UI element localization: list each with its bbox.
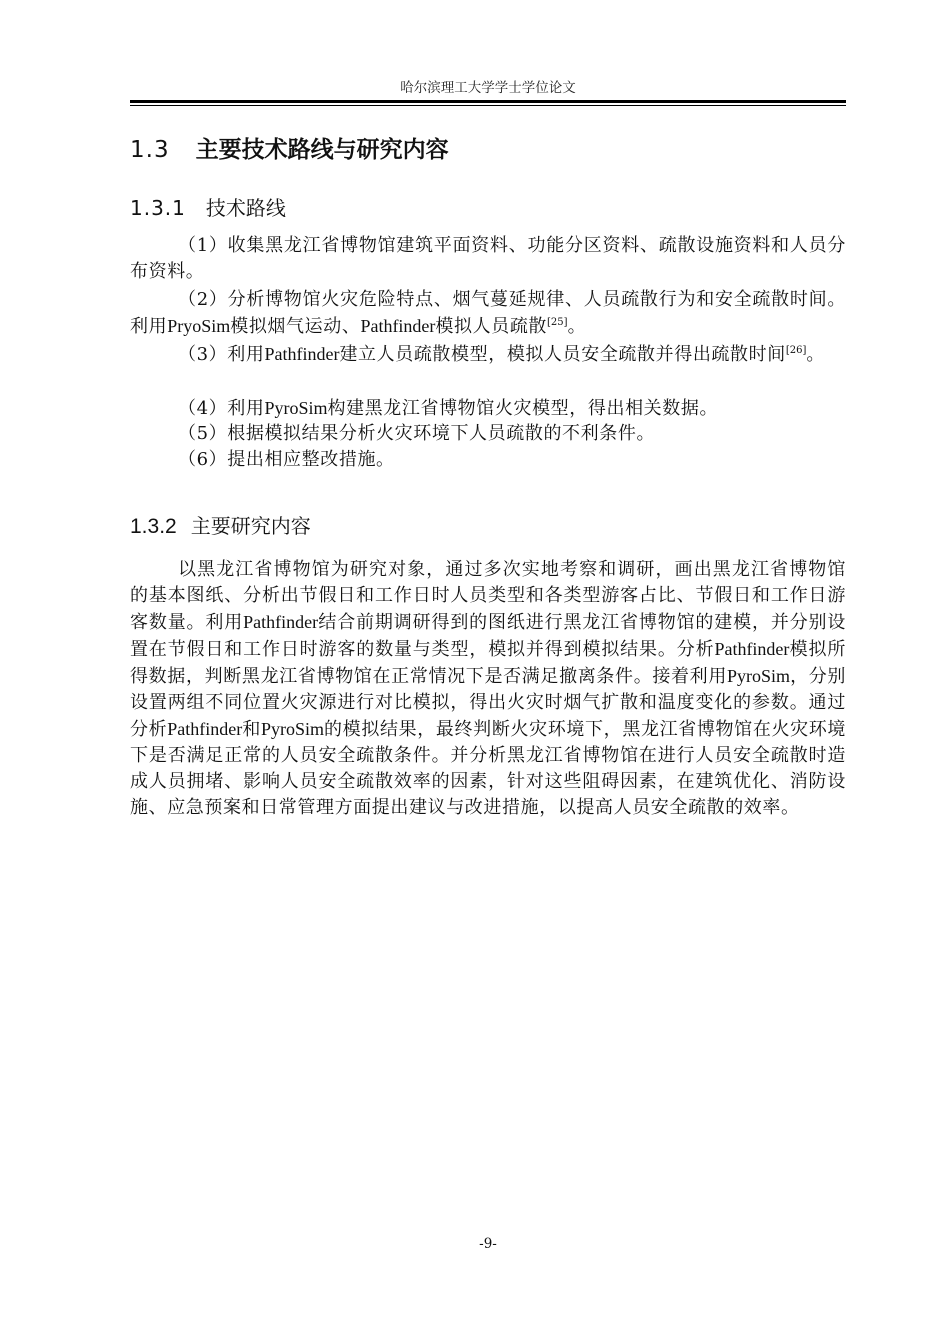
step-text: 建立人员疏散模型，模拟人员安全疏散并得出疏散时间	[339, 344, 786, 365]
paragraph-text: 模拟所得数据，判断黑龙江省博物馆在正常情况下是否满足撤离条件。接着利用	[130, 639, 846, 687]
software-term: PryoSim	[167, 316, 231, 336]
software-term: PyroSim	[264, 398, 328, 418]
software-term: Pathfinder	[243, 612, 319, 632]
subsection-heading-1-3-2	[130, 512, 311, 541]
citation-ref: [25]	[547, 317, 568, 328]
step-text: 。	[567, 316, 587, 337]
page-number: -9-	[479, 1236, 497, 1252]
running-header: 哈尔滨理工大学学士学位论文	[400, 80, 576, 96]
citation-ref: [26]	[785, 345, 807, 356]
step-text: 模拟烟气运动、	[230, 316, 361, 337]
step-text: （2）分析博物馆火灾危险特点、烟气蔓延规律、人员疏散行为和安全疏散时间。利用	[130, 289, 846, 337]
subsection-title: 主要研究内容	[190, 514, 311, 538]
subsection-number: 1.3.1	[130, 196, 186, 220]
subsection-title: 技术路线	[205, 196, 286, 220]
paragraph-text: 和	[242, 719, 261, 740]
paragraph-text: 以黑龙江省博物馆为研究对象，通过多次实地考察和调研，画出黑龙江省博物馆的基本图纸、分析出节假日和工作日时人员类型和各类型游客占比、节假日和工作日游客数量。利用	[130, 559, 846, 633]
step-text: 。	[806, 344, 825, 365]
research-content-paragraph	[130, 557, 846, 821]
step-text: 模拟人员疏散	[435, 316, 548, 337]
section-heading-1-3	[130, 135, 449, 165]
step-text: 构建黑龙江省博物馆火灾模型，得出相关数据。	[327, 398, 719, 419]
software-term: PyroSim	[726, 666, 791, 686]
paragraph-text: ，分别设置两组不同位置火灾源进行对比模拟，得出火灾时烟气扩散和温度变化的参数。通过分析	[130, 666, 846, 740]
route-step-2	[130, 287, 846, 340]
software-term: Pathfinder	[714, 639, 790, 659]
software-term: Pathfinder	[264, 344, 340, 364]
header-rule	[130, 100, 846, 106]
route-step-5	[130, 421, 846, 447]
software-term: Pathfinder	[360, 316, 436, 336]
section-number: 1.3	[130, 137, 170, 163]
route-step-1	[130, 233, 846, 285]
section-title: 主要技术路线与研究内容	[195, 137, 449, 163]
paragraph-text: 结合前期调研得到的图纸进行黑龙江省博物馆的建模，并分别设置在节假日和工作日时游客的数量与类型，模拟并得到模拟结果。分析	[130, 612, 846, 660]
subsection-number: 1.3.2	[130, 515, 177, 538]
route-step-3	[130, 341, 846, 368]
step-text: （1）收集黑龙江省博物馆建筑平面资料、功能分区资料、疏散设施资料和人员分布资料。	[130, 235, 846, 282]
subsection-heading-1-3-1	[130, 194, 286, 222]
step-text: （5）根据模拟结果分析火灾环境下人员疏散的不利条件。	[178, 423, 656, 444]
step-text: （4）利用	[178, 398, 265, 419]
route-step-6	[130, 447, 846, 473]
step-text: （3）利用	[178, 344, 265, 365]
route-step-4	[130, 395, 846, 422]
software-term: PyroSim	[260, 719, 324, 739]
paragraph-text: 的模拟结果，最终判断火灾环境下，黑龙江省博物馆在火灾环境下是否满足正常的人员安全疏散条件。并分析黑龙江省博物馆在进行人员安全疏散时造成人员拥堵、影响人员安全疏散效率的因素，针对这些阻碍因素，在建筑优化、消防设施、应急预案和日常管理方面提出建议与改进措施，以提高人员安全疏散的效率。	[130, 719, 846, 818]
step-text: （6）提出相应整改措施。	[178, 449, 395, 470]
software-term: Pathfinder	[167, 719, 243, 739]
